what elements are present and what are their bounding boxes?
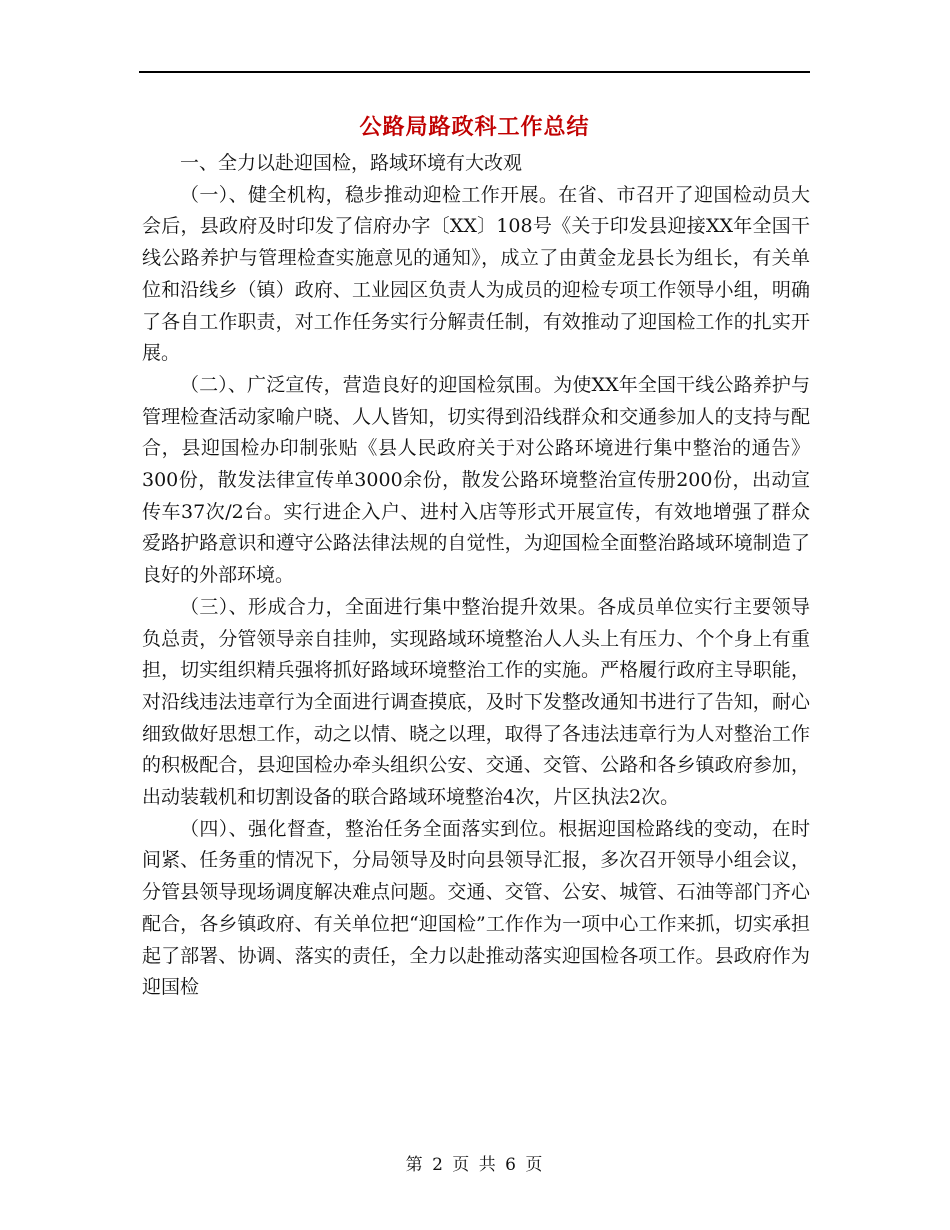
- paragraph-4: （四）、强化督查，整治任务全面落实到位。根据迎国检路线的变动，在时间紧、任务重的情况下，分局领导及时向县领导汇报，多次召开领导小组会议，分管县领导现场调度解决难点问题。交通、交管、公安、城管、石油等部门齐心配合，各乡镇政府、有关单位把“迎国检”工作作为一项中心工作来抓，切实承担起了部署、协调、落实的责任，全力以赴推动落实迎国检各项工作。县政府作为迎国检: [142, 817, 810, 999]
- header-rule: [139, 71, 810, 73]
- document-title: 公路局路政科工作总结: [359, 114, 590, 140]
- paragraph-2: （二）、广泛宣传，营造良好的迎国检氛围。为使XX年全国干线公路养护与管理检查活动家喻户晓、人人皆知，切实得到沿线群众和交通参加人的支持与配合，县迎国检办印制张贴《县人民政府关于对公路环境进行集中整治的通告》300份，散发法律宣传单3000余份，散发公路环境整治宣传册200份，出动宣传车37次/2台。实行进企入户、进村入店等形式开展宣传，有效地增强了群众爱路护路意识和遵守公路法律法规的自觉性，为迎国检全面整治路域环境制造了良好的外部环境。: [142, 373, 810, 587]
- section-heading: 一、全力以赴迎国检，路域环境有大改观: [180, 152, 523, 174]
- paragraph-3: （三）、形成合力，全面进行集中整治提升效果。各成员单位实行主要领导负总责，分管领导亲自挂帅，实现路域环境整治人人头上有压力、个个身上有重担，切实组织精兵强将抓好路域环境整治工作的实施。严格履行政府主导职能，对沿线违法违章行为全面进行调查摸底，及时下发整改通知书进行了告知，耐心细致做好思想工作，动之以情、晓之以理，取得了各违法违章行为人对整治工作的积极配合，县迎国检办牵头组织公安、交通、交管、公路和各乡镇政府参加，出动装载机和切割设备的联合路域环境整治4次，片区执法2次。: [142, 595, 810, 809]
- paragraph-1: （一）、健全机构，稳步推动迎检工作开展。在省、市召开了迎国检动员大会后，县政府及时印发了信府办字〔XX〕108号《关于印发县迎接XX年全国干线公路养护与管理检查实施意见的通知》，成立了由黄金龙县长为组长，有关单位和沿线乡（镇）政府、工业园区负责人为成员的迎检专项工作领导小组，明确了各自工作职责，对工作任务实行分解责任制，有效推动了迎国检工作的扎实开展。: [142, 183, 810, 365]
- document-body: [142, 148, 810, 1004]
- page-footer: 第 2 页 共 6 页: [405, 1155, 545, 1175]
